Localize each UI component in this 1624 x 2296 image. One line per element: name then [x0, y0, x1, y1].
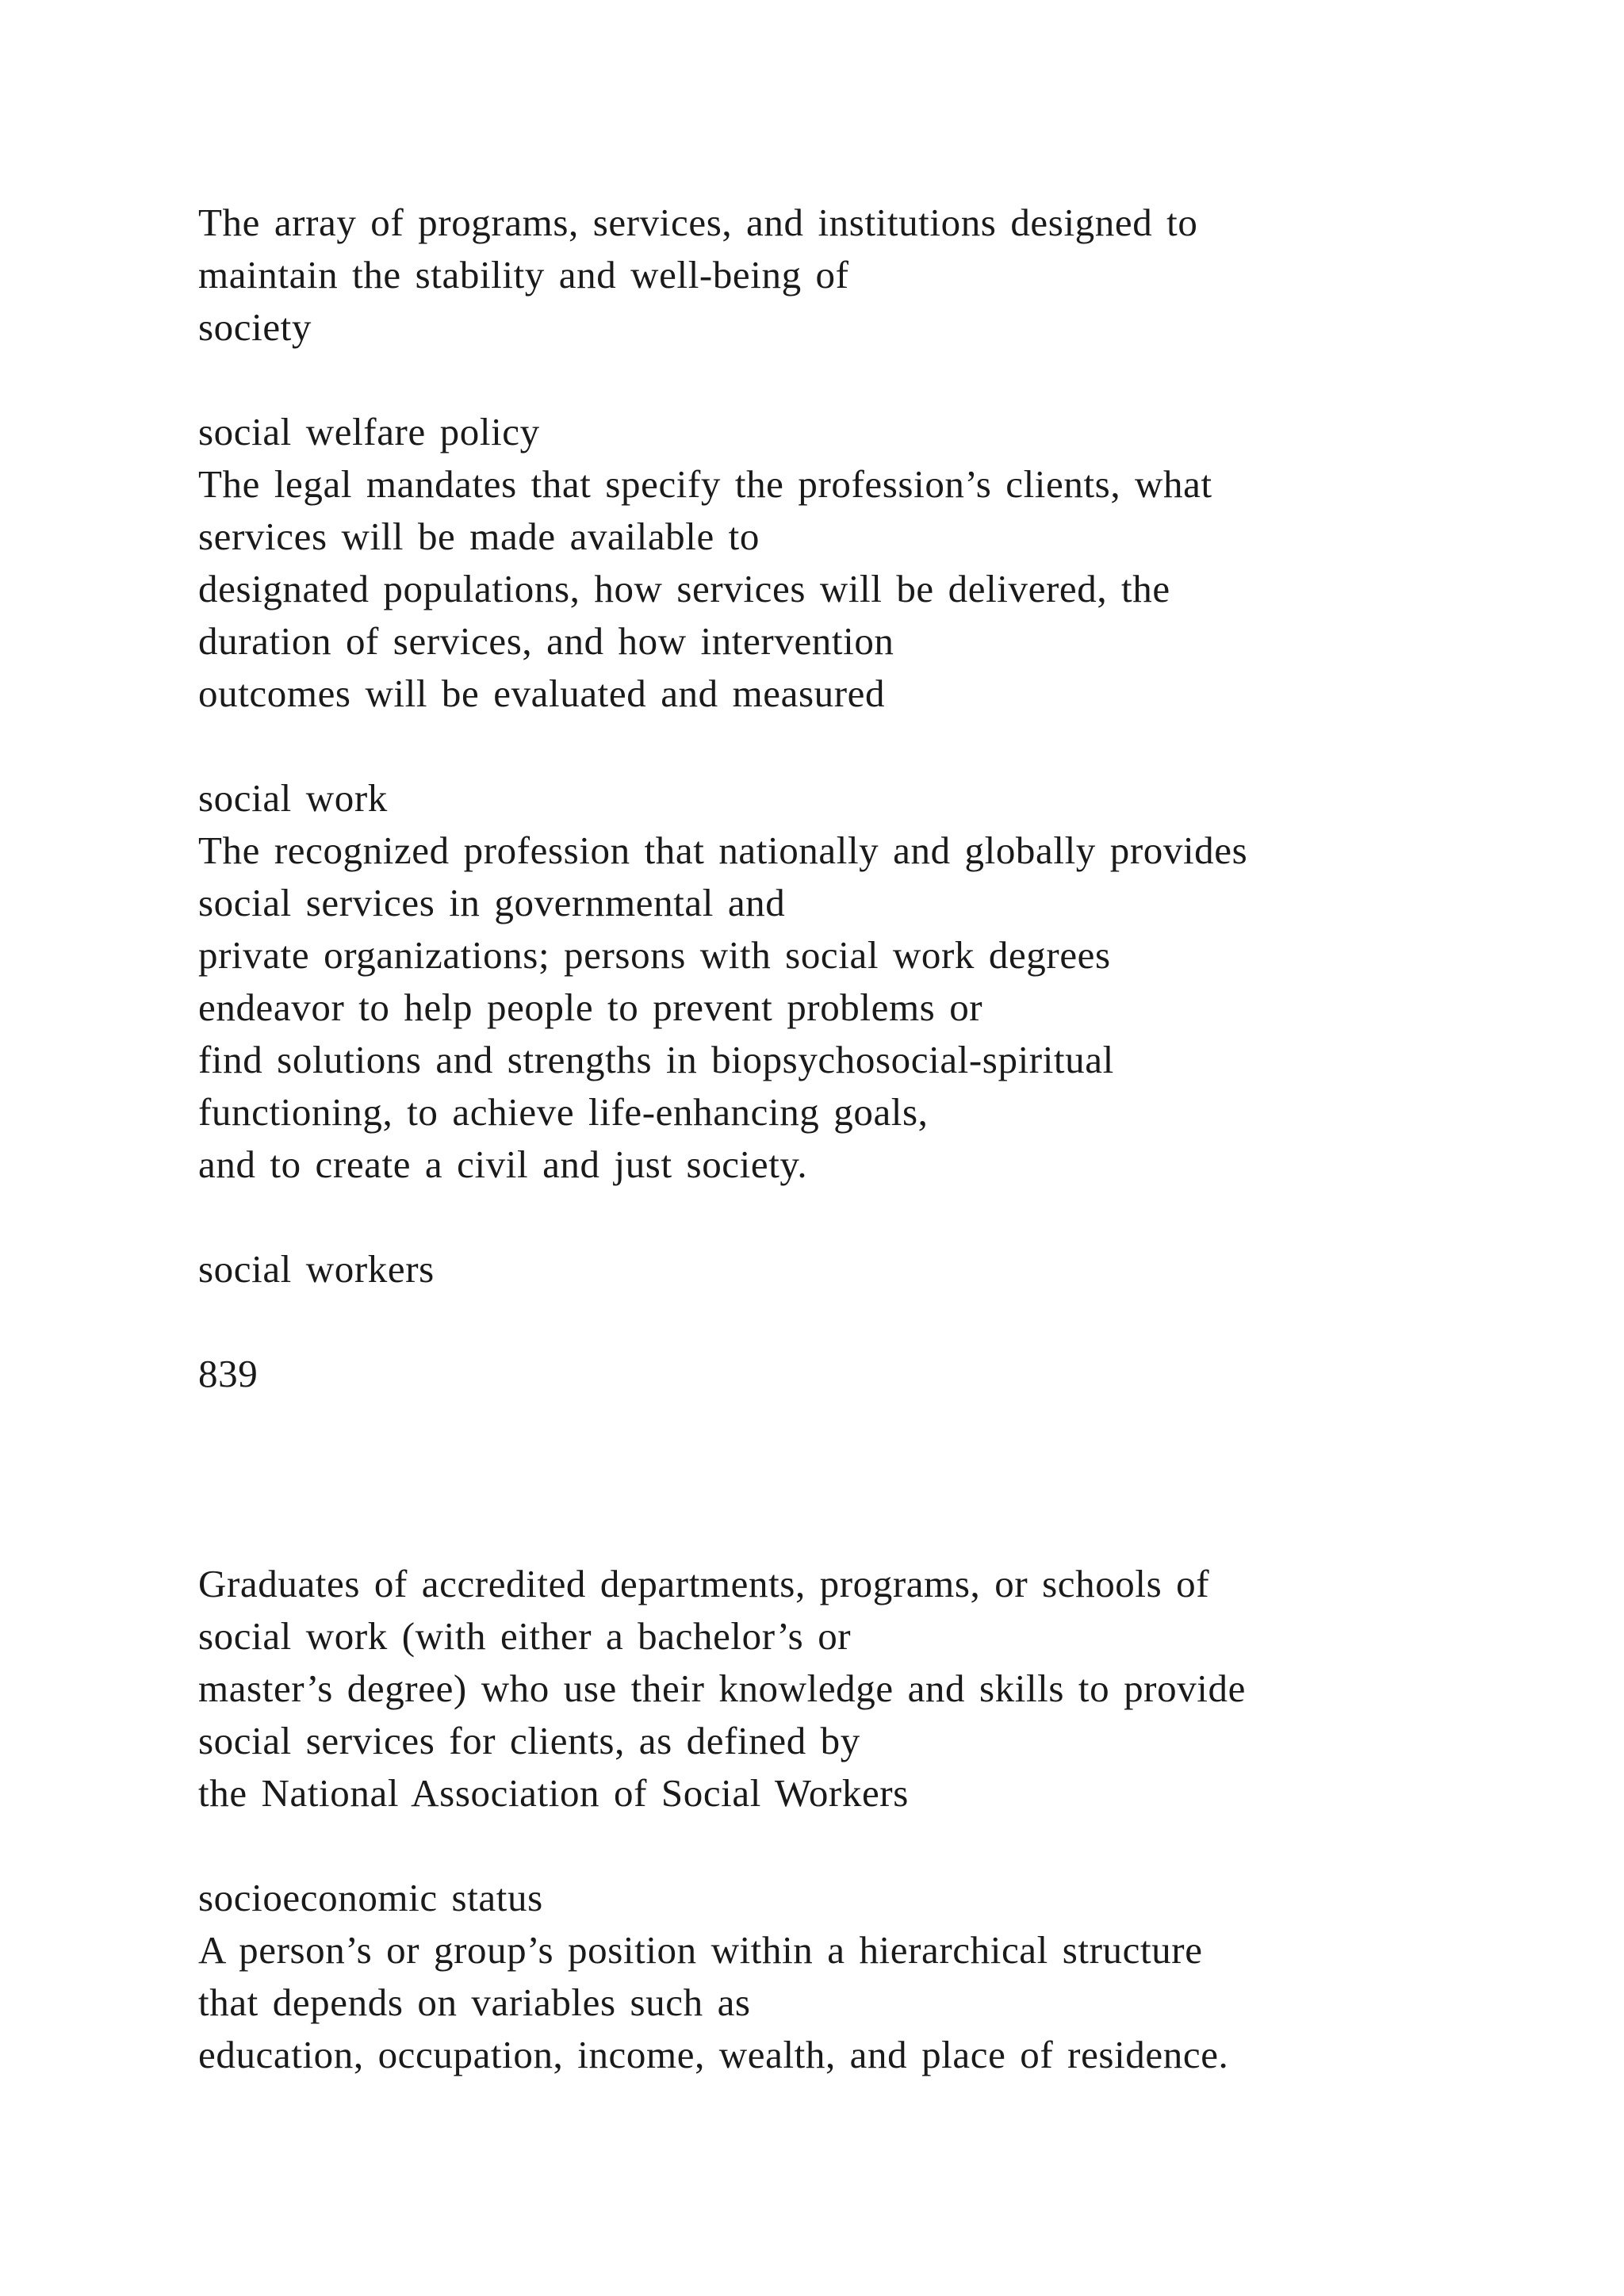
definition-social-welfare-policy-line-5: outcomes will be evaluated and measured — [198, 672, 886, 715]
definition-social-welfare-policy-line-4: duration of services, and how intervention — [198, 619, 894, 663]
definition-social-welfare-line-1: The array of programs, services, and institutions designed to — [198, 201, 1198, 244]
definition-social-welfare-policy-line-1: The legal mandates that specify the profession’s clients, what — [198, 462, 1212, 506]
definition-socioeconomic-status-line-3: education, occupation, income, wealth, and place of residence. — [198, 2033, 1229, 2076]
definition-socioeconomic-status-line-1: A person’s or group’s position within a hierarchical structure — [198, 1928, 1203, 1972]
definition-social-workers-line-3: master’s degree) who use their knowledge and skills to provide — [198, 1667, 1246, 1710]
page-number: 839 — [198, 1352, 259, 1395]
definition-social-work-line-4: endeavor to help people to prevent problems or — [198, 985, 983, 1029]
term-socioeconomic-status: socioeconomic status — [198, 1876, 543, 1919]
definition-social-work-line-5: find solutions and strengths in biopsychosocial-spiritual — [198, 1038, 1114, 1081]
definition-social-work-line-3: private organizations; persons with social work degrees — [198, 933, 1111, 977]
definition-social-workers-line-2: social work (with either a bachelor’s or — [198, 1614, 852, 1658]
definition-social-work-line-6: functioning, to achieve life-enhancing goals, — [198, 1090, 929, 1134]
definition-socioeconomic-status-line-2: that depends on variables such as — [198, 1980, 751, 2024]
definition-social-work-line-1: The recognized profession that nationally and globally provides — [198, 828, 1248, 872]
definition-social-welfare-policy-line-2: services will be made available to — [198, 515, 760, 558]
definition-social-welfare-line-3: society — [198, 305, 312, 349]
definition-social-workers-line-4: social services for clients, as defined by — [198, 1719, 860, 1762]
definition-social-welfare-line-2: maintain the stability and well-being of — [198, 253, 849, 297]
definition-social-workers-line-5: the National Association of Social Workers — [198, 1771, 909, 1815]
term-social-work: social work — [198, 776, 388, 820]
term-social-workers: social workers — [198, 1247, 435, 1291]
definition-social-welfare-policy-line-3: designated populations, how services will be delivered, the — [198, 567, 1170, 610]
term-social-welfare-policy: social welfare policy — [198, 410, 540, 453]
definition-social-workers-line-1: Graduates of accredited departments, programs, or schools of — [198, 1562, 1210, 1605]
definition-social-work-line-2: social services in governmental and — [198, 881, 786, 924]
definition-social-work-line-7: and to create a civil and just society. — [198, 1142, 808, 1186]
